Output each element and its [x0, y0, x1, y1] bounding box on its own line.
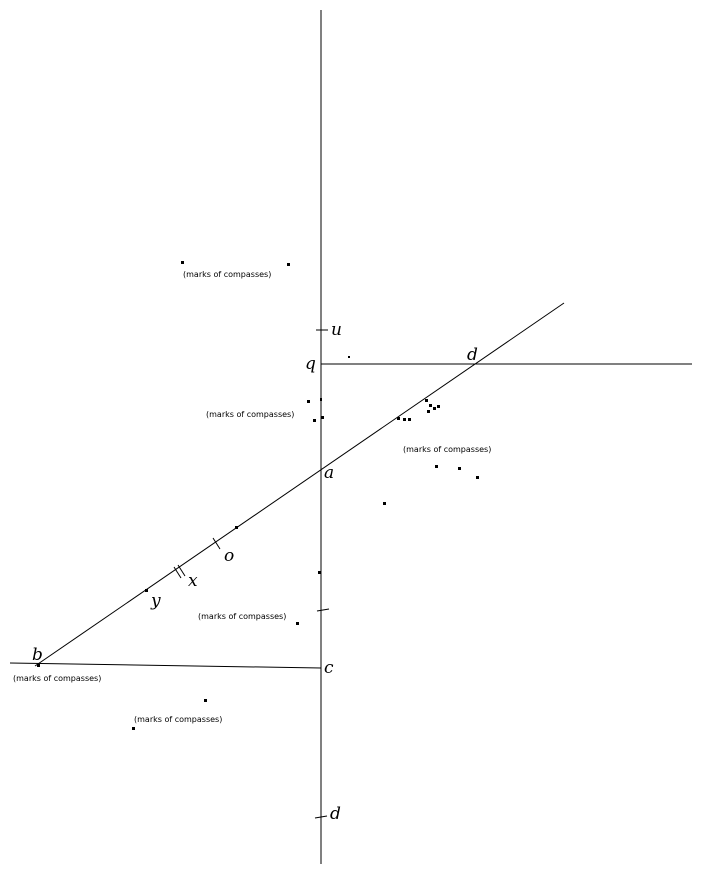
compass-mark [181, 261, 184, 264]
diagonal-line-b-d [35, 303, 564, 666]
compass-note: (marks of compasses) [134, 715, 223, 724]
compass-mark [383, 502, 386, 505]
compass-note: (marks of compasses) [13, 674, 102, 683]
compass-mark [307, 400, 310, 403]
compass-mark [321, 416, 324, 419]
compass-mark [458, 467, 461, 470]
label-o: o [224, 546, 235, 566]
compass-note: (marks of compasses) [403, 445, 492, 454]
compass-note: (marks of compasses) [206, 410, 295, 419]
compass-mark [397, 417, 400, 420]
compass-mark [429, 404, 432, 407]
compass-mark [204, 699, 207, 702]
compass-mark [320, 398, 322, 401]
compass-mark [425, 399, 428, 402]
compass-marks [37, 261, 479, 730]
compass-mark [132, 727, 135, 730]
compass-mark [313, 419, 316, 422]
compass-mark [145, 589, 148, 592]
compass-mark [348, 356, 350, 358]
compass-note: (marks of compasses) [198, 612, 287, 621]
compass-mark [403, 418, 406, 421]
horizontal-line-b-c [10, 663, 321, 668]
compass-mark [287, 263, 290, 266]
label-b: b [32, 645, 43, 665]
compass-mark [235, 526, 238, 529]
compass-note: (marks of compasses) [183, 270, 272, 279]
compass-mark [433, 407, 436, 410]
label-d-bottom: d [330, 804, 341, 824]
label-u: u [331, 320, 342, 340]
tick-lower [317, 609, 329, 611]
compass-mark [408, 418, 411, 421]
label-a: a [324, 463, 335, 483]
label-c: c [324, 658, 334, 678]
compass-mark [318, 571, 321, 574]
compass-mark [476, 476, 479, 479]
label-q: q [305, 354, 316, 374]
compass-mark [435, 465, 438, 468]
compass-mark [437, 405, 440, 408]
compass-mark [427, 410, 430, 413]
label-x: x [188, 571, 198, 591]
compass-mark [296, 622, 299, 625]
label-y: y [151, 591, 161, 611]
label-d-top: d [467, 345, 478, 365]
